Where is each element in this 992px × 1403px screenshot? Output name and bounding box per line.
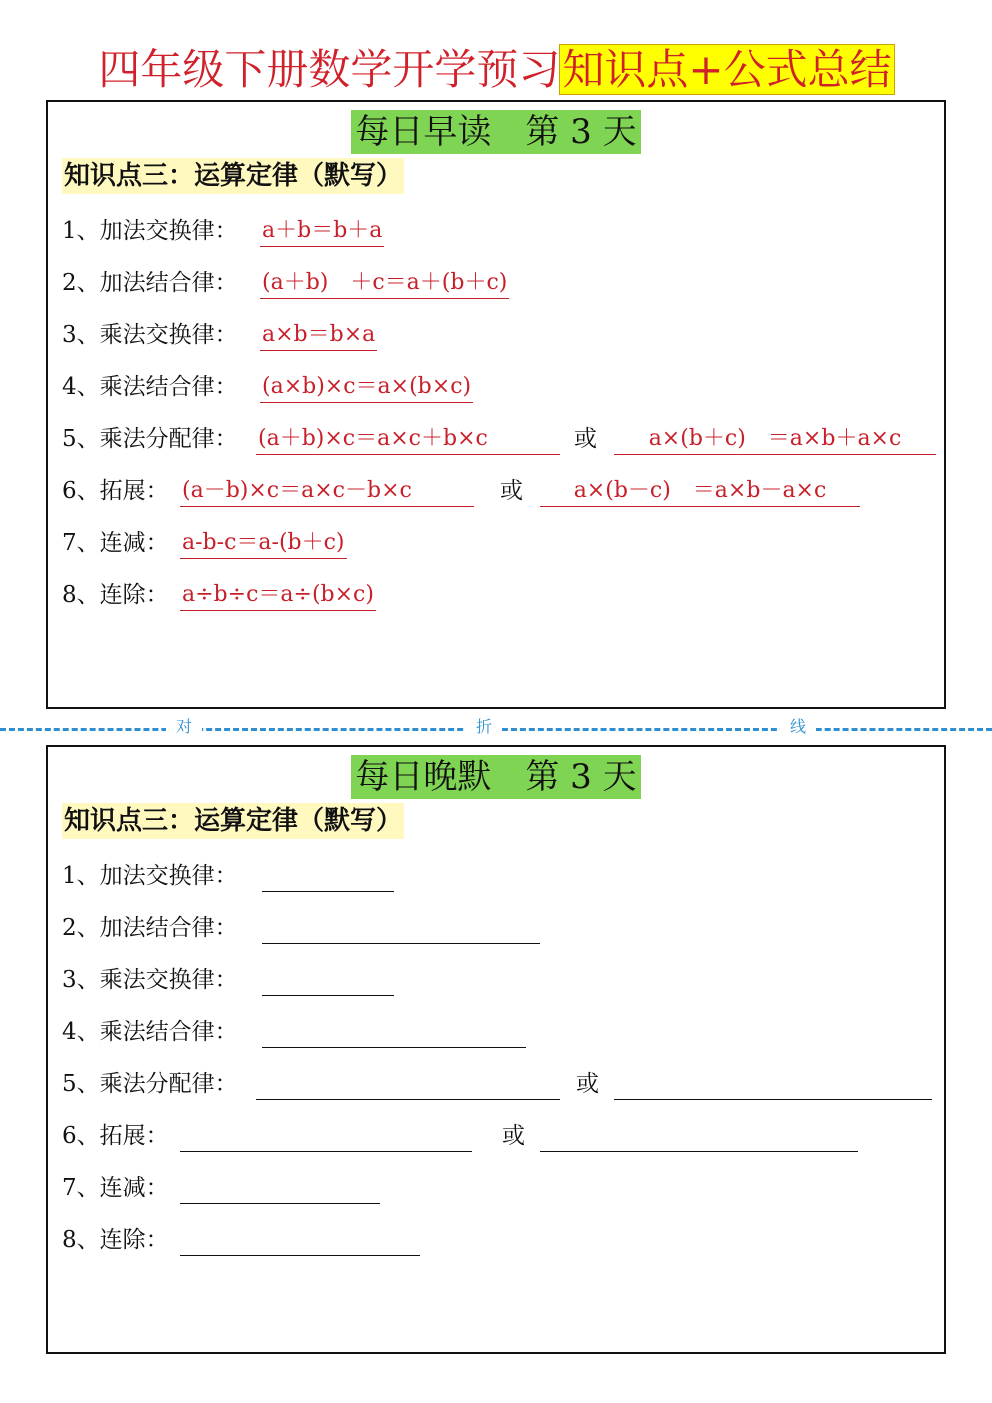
morning-header-label: 每日早读 第 3 天 — [351, 110, 640, 154]
morning-reading-box — [46, 100, 946, 709]
answer-blank[interactable] — [180, 1121, 472, 1152]
row-label: 3、乘法交换律： — [62, 967, 238, 993]
answer-alt: a×(b－c) ＝a×b－a×c — [540, 476, 860, 507]
answer-blank[interactable] — [262, 1017, 526, 1048]
answer: a＋b＝b＋a — [260, 216, 384, 247]
row-label: 2、加法结合律： — [62, 915, 238, 941]
row-label: 7、连减： — [62, 530, 169, 556]
row-label: 2、加法结合律： — [62, 270, 238, 296]
row-label: 8、连除： — [62, 1227, 169, 1253]
title-main: 四年级下册数学开学预习 — [98, 45, 561, 94]
row-label: 3、乘法交换律： — [62, 322, 238, 348]
answer-blank[interactable] — [180, 1173, 380, 1204]
page-title — [0, 42, 992, 98]
answer: (a＋b) ＋c＝a＋(b＋c) — [260, 268, 509, 299]
answer: a÷b÷c＝a÷(b×c) — [180, 580, 376, 611]
answer-blank[interactable] — [262, 861, 394, 892]
answer-blank[interactable] — [180, 1225, 420, 1256]
answer: a-b-c＝a-(b＋c) — [180, 528, 347, 559]
or-label: 或 — [576, 1071, 599, 1097]
answer: a×b＝b×a — [260, 320, 377, 351]
answer: (a－b)×c＝a×c－b×c — [180, 476, 474, 507]
row-label: 4、乘法结合律： — [62, 1019, 238, 1045]
answer-alt: a×(b＋c) ＝a×b＋a×c — [614, 424, 936, 455]
answer-blank[interactable] — [256, 1069, 560, 1100]
row-label: 1、加法交换律： — [62, 218, 238, 244]
row-label: 4、乘法结合律： — [62, 374, 238, 400]
row-label: 8、连除： — [62, 582, 169, 608]
answer-blank[interactable] — [262, 913, 540, 944]
fold-label-middle: 折 — [466, 716, 502, 738]
row-label: 5、乘法分配律： — [62, 426, 238, 452]
or-label: 或 — [500, 478, 523, 504]
answer: (a＋b)×c＝a×c＋b×c — [256, 424, 560, 455]
answer: (a×b)×c＝a×(b×c) — [260, 372, 473, 403]
evening-header — [48, 755, 944, 799]
row-label: 5、乘法分配律： — [62, 1071, 238, 1097]
answer-blank[interactable] — [262, 965, 394, 996]
row-label: 6、拓展： — [62, 478, 169, 504]
morning-header — [48, 110, 944, 154]
row-label: 7、连减： — [62, 1175, 169, 1201]
morning-section-title: 知识点三：运算定律（默写） — [62, 158, 404, 194]
or-label: 或 — [574, 426, 597, 452]
evening-section-title: 知识点三：运算定律（默写） — [62, 803, 404, 839]
row-label: 1、加法交换律： — [62, 863, 238, 889]
fold-label-left: 对 — [166, 716, 202, 738]
title-highlight: 知识点+公式总结 — [562, 45, 892, 94]
fold-label-right: 线 — [780, 716, 816, 738]
evening-header-label: 每日晚默 第 3 天 — [351, 755, 640, 799]
answer-blank-alt[interactable] — [614, 1069, 932, 1100]
row-label: 6、拓展： — [62, 1123, 169, 1149]
evening-dictation-box — [46, 745, 946, 1354]
answer-blank-alt[interactable] — [540, 1121, 858, 1152]
or-label: 或 — [502, 1123, 525, 1149]
